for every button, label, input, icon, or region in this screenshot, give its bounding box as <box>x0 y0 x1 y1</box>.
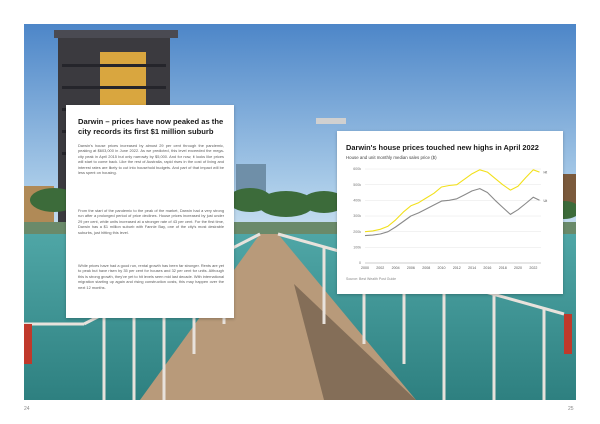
x-tick-label: 2014 <box>468 266 477 270</box>
x-tick-label: 2002 <box>376 266 385 270</box>
chart-card <box>337 131 563 294</box>
y-tick-label: 400k <box>353 198 361 203</box>
red-post <box>564 314 572 354</box>
x-tick-label: 2006 <box>406 266 415 270</box>
x-tick-label: 2004 <box>391 266 400 270</box>
article-title: Darwin – prices have now peaked as the city records its first $1 million suburb <box>78 117 224 136</box>
line-chart <box>337 131 563 294</box>
page-number-right: 25 <box>568 406 574 412</box>
x-tick-label: 2016 <box>483 266 492 270</box>
series-label-units: Ut <box>543 198 548 203</box>
article-paragraph: Darwin's house prices increased by almost 29 per cent through the pandemic, peaking at $603,000 in June 2022. As we predicted, this level exceeded the mega-city peak in April 2015 but only narrowly by $5,000. And for now, it looks like prices will start to come back. Like the rest of Australia, rapid rises in the cost of living and interest rates are likely to cut into household budgets. And part of that impact will be less spent on housing. <box>78 143 224 176</box>
x-tick-label: 2022 <box>529 266 538 270</box>
y-tick-label: 300k <box>353 214 361 219</box>
y-tick-label: 0 <box>359 261 361 266</box>
series-label-houses: Ht <box>543 170 548 175</box>
series-line-houses <box>365 170 540 232</box>
x-tick-label: 2018 <box>498 266 507 270</box>
x-tick-label: 2000 <box>361 266 369 270</box>
chart-title: Darwin's house prices touched new highs in April 2022 <box>346 143 539 152</box>
chart-source: Source: Best Wealth Post Guide <box>346 277 397 281</box>
y-tick-label: 100k <box>353 245 361 250</box>
x-tick-label: 2010 <box>437 266 446 270</box>
x-tick-label: 2012 <box>452 266 461 270</box>
lamp-post <box>316 118 346 124</box>
y-tick-label: 200k <box>353 229 361 234</box>
series-line-units <box>365 189 540 236</box>
article-card <box>66 105 234 318</box>
page-number-left: 24 <box>24 406 30 412</box>
y-tick-label: 500k <box>353 182 361 187</box>
x-tick-label: 2008 <box>422 266 431 270</box>
x-tick-label: 2020 <box>514 266 523 270</box>
y-tick-label: 600k <box>353 167 361 172</box>
article-paragraph: While prices have had a good run, rental growth has been far stronger. Rents are yet to peak but have risen by 35 per cent for houses and 32 per cent for units. Although this is strong growth, they've yet to hit levels seen mid last decade. With international migration starting up again and rising construction costs, this may happen over the next 12 months. <box>78 263 224 290</box>
chart-subtitle: House and unit monthly median sales price ($) <box>346 155 437 160</box>
red-post <box>24 324 32 364</box>
article-paragraph: From the start of the pandemic to the peak of the market, Darwin had a very strong run after a prolonged period of price declines. House prices increased by just under 29 per cent, while units increased at a stronger rate of 43 per cent. For the first time, Darwin has a $1 million suburb with Fannie Bay, one of the city's most desirable suburbs, just hitting this level. <box>78 208 224 235</box>
